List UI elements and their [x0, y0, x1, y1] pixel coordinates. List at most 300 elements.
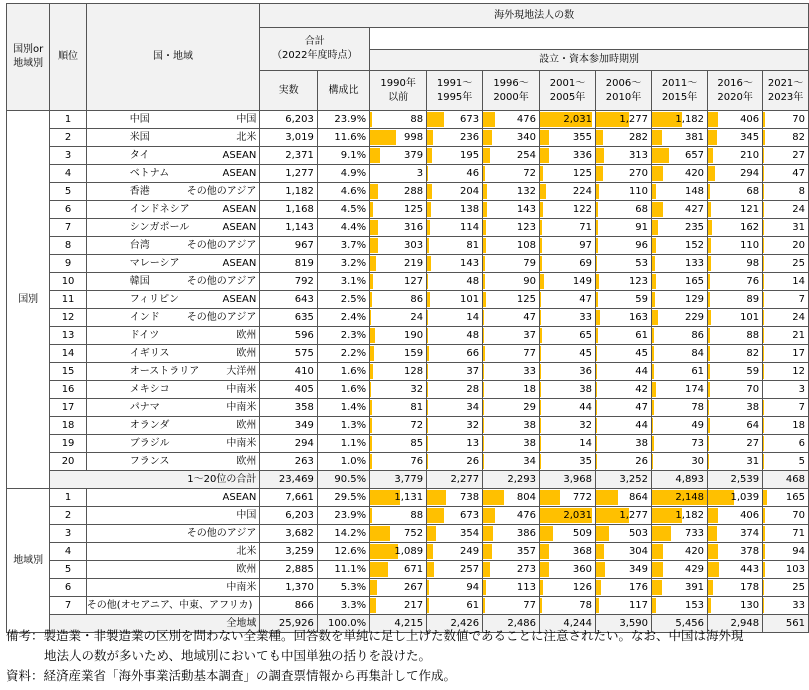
ratio: 4.9%: [317, 165, 369, 183]
period-value: [763, 255, 809, 273]
count: 6,203: [260, 111, 317, 129]
period-value-text: 2,426: [450, 618, 480, 629]
data-bar: [427, 544, 433, 559]
period-value: [763, 399, 809, 417]
table-row: [7, 273, 809, 291]
data-bar: [427, 238, 429, 253]
ratio: 14.2%: [317, 525, 369, 543]
data-bar: [596, 418, 597, 433]
data-bar: [483, 256, 485, 271]
data-bar: [483, 220, 486, 235]
period-value-text: 59: [635, 294, 649, 305]
period-value-text: 86: [691, 330, 705, 341]
ratio: 2.3%: [317, 327, 369, 345]
count: 643: [260, 291, 317, 309]
period-value: [596, 363, 652, 381]
period-value: [483, 543, 540, 561]
data-bar: [540, 238, 542, 253]
country-name: タイ: [129, 150, 150, 161]
country-name: 韓国: [129, 276, 150, 287]
period-value-text: 316: [403, 222, 424, 233]
data-bar: [370, 364, 373, 379]
period-value: [596, 165, 652, 183]
period-value-text: 294: [740, 168, 760, 179]
period-value-text: 69: [579, 258, 593, 269]
data-bar: [708, 364, 709, 379]
data-bar: [540, 364, 541, 379]
country-name: 台湾: [129, 240, 150, 251]
data-bar: [483, 148, 490, 163]
data-bar: [427, 580, 429, 595]
period-value: [708, 345, 763, 363]
period-value: [483, 291, 540, 309]
period-value-text: 7: [798, 402, 805, 413]
period-value: [652, 291, 708, 309]
period-value-text: 3,779: [394, 474, 424, 485]
data-bar: [708, 526, 717, 541]
period-value: [427, 525, 483, 543]
table-row: [7, 597, 809, 615]
period-value: [370, 363, 427, 381]
period-value: [652, 561, 708, 579]
period-value-text: 26: [466, 456, 480, 467]
period-value-text: 357: [516, 546, 536, 557]
period-value: [540, 561, 596, 579]
period-value: [596, 561, 652, 579]
period-value-text: 101: [740, 312, 760, 323]
period-value: [427, 129, 483, 147]
data-bar: [708, 256, 710, 271]
country-cell: [86, 363, 260, 381]
period-value: [708, 363, 763, 381]
data-bar: [763, 256, 764, 271]
period-value: [708, 255, 763, 273]
period-value: [708, 489, 763, 507]
period-value: [370, 273, 427, 291]
ratio: 2.5%: [317, 291, 369, 309]
data-bar: [427, 274, 428, 289]
period-value: [483, 579, 540, 597]
period-value-text: 138: [459, 204, 480, 215]
country-name: ドイツ: [129, 330, 160, 341]
data-bar: [652, 274, 656, 289]
ratio: 29.5%: [317, 489, 369, 507]
data-bar: [652, 148, 669, 163]
period-value: [596, 381, 652, 399]
period-value: [652, 363, 708, 381]
period-value: [370, 129, 427, 147]
period-value-text: 24: [792, 312, 805, 323]
country-cell: [86, 147, 260, 165]
period-header-6: 2011～ 2015年: [652, 71, 708, 111]
rank: 18: [50, 417, 86, 435]
period-value-text: 998: [403, 132, 424, 143]
period-value: [596, 147, 652, 165]
period-value-text: 25: [792, 258, 805, 269]
period-value-text: 44: [579, 402, 593, 413]
period-value: [708, 129, 763, 147]
note-line-3: 資料：経済産業省「海外事業活動基本調査」の調査票情報から再集計して作成。: [6, 668, 457, 683]
count: 1,182: [260, 183, 317, 201]
data-bar: [540, 202, 543, 217]
data-bar: [483, 238, 486, 253]
data-bar: [596, 130, 603, 145]
period-value-text: 3: [798, 384, 805, 395]
period-value: [708, 435, 763, 453]
period-value: [540, 471, 596, 489]
group-header: 国別or地域別: [7, 4, 50, 111]
period-value: [596, 201, 652, 219]
data-bar: [652, 184, 656, 199]
ratio: 1.6%: [317, 381, 369, 399]
period-value-text: 1,277: [619, 510, 649, 521]
period-value-text: 81: [410, 402, 424, 413]
table-row: [7, 147, 809, 165]
period-value-text: 125: [516, 294, 536, 305]
period-value: [596, 399, 652, 417]
data-bar: [708, 454, 709, 469]
period-value-text: 81: [466, 240, 480, 251]
period-value-text: 673: [459, 114, 480, 125]
table-row: [7, 219, 809, 237]
period-value-text: 1,277: [619, 114, 649, 125]
period-value: [763, 453, 809, 471]
period-value: [763, 435, 809, 453]
period-value: [540, 201, 596, 219]
count: 1,277: [260, 165, 317, 183]
data-bar: [370, 202, 373, 217]
period-value: [763, 615, 809, 633]
note-line-2: 地法人の数が多いため、地域別においても中国単独の括りを設けた。: [44, 648, 432, 663]
period-value-text: 420: [684, 546, 705, 557]
rank-header: 順位: [50, 4, 86, 111]
country-name: パナマ: [129, 402, 160, 413]
period-value-text: 17: [792, 348, 805, 359]
period-value: [483, 273, 540, 291]
period-value: [596, 327, 652, 345]
count: 596: [260, 327, 317, 345]
data-bar: [596, 256, 597, 271]
period-value: [427, 417, 483, 435]
country-cell: [86, 435, 260, 453]
data-bar: [370, 184, 377, 199]
country-cell: [86, 345, 260, 363]
data-bar: [370, 148, 380, 163]
data-bar: [427, 382, 428, 397]
period-value: [483, 183, 540, 201]
data-bar: [708, 202, 711, 217]
period-value-text: 210: [740, 150, 760, 161]
rank: 16: [50, 381, 86, 399]
country-name: 米国: [129, 132, 150, 143]
period-value: [708, 471, 763, 489]
country-total-row: [7, 471, 809, 489]
period-value-text: 2,031: [563, 510, 593, 521]
count: 358: [260, 399, 317, 417]
period-value: [708, 561, 763, 579]
data-bar: [708, 418, 710, 433]
rank: 1: [50, 489, 86, 507]
period-value: [540, 417, 596, 435]
period-value: [540, 399, 596, 417]
country-name: イギリス: [129, 348, 170, 359]
period-header-8: 2021～ 2023年: [763, 71, 809, 111]
period-value: [540, 525, 596, 543]
period-value-text: 561: [785, 618, 805, 629]
ratio: 9.1%: [317, 147, 369, 165]
period-value-text: 110: [628, 186, 649, 197]
count: 25,926: [260, 615, 317, 633]
period-value-text: 113: [516, 582, 536, 593]
period-value-text: 46: [466, 168, 480, 179]
period-value: [540, 183, 596, 201]
count: 819: [260, 255, 317, 273]
period-value-text: 8: [798, 186, 805, 197]
period-value: [763, 273, 809, 291]
period-value-text: 61: [466, 600, 480, 611]
ratio: 1.0%: [317, 453, 369, 471]
period-value: [483, 507, 540, 525]
data-bar: [708, 580, 712, 595]
data-bar: [763, 544, 765, 559]
period-value-text: 162: [740, 222, 760, 233]
rank: 20: [50, 453, 86, 471]
data-bar: [483, 454, 484, 469]
data-bar: [540, 346, 541, 361]
data-bar: [708, 220, 712, 235]
data-bar: [540, 580, 543, 595]
count: 410: [260, 363, 317, 381]
period-value-text: 174: [684, 384, 705, 395]
rank: 10: [50, 273, 86, 291]
table-row: [7, 561, 809, 579]
data-bar: [652, 562, 663, 577]
period-value: [652, 219, 708, 237]
period-value-text: 3,252: [619, 474, 649, 485]
period-value-text: 66: [466, 348, 480, 359]
data-bar: [763, 148, 764, 163]
period-value-text: 4,215: [394, 618, 424, 629]
ratio: 11.6%: [317, 129, 369, 147]
country-name: オーストラリア: [129, 366, 200, 377]
period-value-text: 476: [516, 114, 536, 125]
country-region: 北米: [236, 132, 257, 143]
data-bar: [708, 508, 718, 523]
region-name: 欧州: [86, 561, 260, 579]
period-value: [596, 219, 652, 237]
period-value-text: 1,131: [394, 492, 424, 503]
data-bar: [427, 364, 428, 379]
period-value-text: 85: [410, 438, 424, 449]
region-group-label: 地域別: [7, 489, 50, 633]
period-value-text: 126: [572, 582, 593, 593]
period-value: [763, 381, 809, 399]
country-region: ASEAN: [222, 150, 257, 161]
period-value-text: 130: [740, 600, 760, 611]
period-value: [763, 309, 809, 327]
period-value-text: 82: [746, 348, 760, 359]
data-bar: [540, 400, 541, 415]
period-value: [370, 183, 427, 201]
period-value: [370, 381, 427, 399]
data-bar: [540, 526, 553, 541]
period-value: [540, 327, 596, 345]
period-value: [427, 327, 483, 345]
data-bar: [652, 382, 656, 397]
data-bar: [596, 184, 599, 199]
ratio: 1.4%: [317, 399, 369, 417]
rank: 6: [50, 579, 86, 597]
period-value: [652, 111, 708, 129]
data-bar: [708, 382, 710, 397]
period-value-text: 378: [740, 546, 760, 557]
period-value-text: 18: [792, 420, 805, 431]
data-bar: [370, 454, 372, 469]
period-value-text: 360: [572, 564, 593, 575]
period-value: [427, 579, 483, 597]
data-bar: [652, 418, 653, 433]
data-bar: [708, 562, 719, 577]
period-value: [763, 489, 809, 507]
period-value: [652, 399, 708, 417]
data-bar: [427, 292, 430, 307]
data-bar: [427, 328, 428, 343]
period-value: [652, 273, 708, 291]
region-name: その他のアジア: [86, 525, 260, 543]
data-bar: [427, 202, 431, 217]
data-bar: [370, 274, 373, 289]
region-total-label: 全地域: [50, 615, 260, 633]
country-region: 欧州: [236, 348, 257, 359]
period-value-text: 159: [403, 348, 424, 359]
period-value: [427, 453, 483, 471]
period-value-text: 89: [746, 294, 760, 305]
period-value-text: 133: [684, 258, 705, 269]
period-value-text: 91: [635, 222, 649, 233]
period-value: [596, 417, 652, 435]
data-bar: [370, 130, 396, 145]
data-bar: [483, 310, 484, 325]
period-value-text: 165: [684, 276, 705, 287]
data-bar: [483, 400, 484, 415]
data-bar: [370, 418, 372, 433]
period-value-text: 77: [523, 348, 536, 359]
period-value: [540, 363, 596, 381]
period-value-text: 149: [572, 276, 593, 287]
ratio: 100.0%: [317, 615, 369, 633]
count: 349: [260, 417, 317, 435]
data-bar: [540, 166, 543, 181]
data-bar: [652, 544, 663, 559]
period-value-text: 97: [579, 240, 593, 251]
period-value: [652, 435, 708, 453]
period-value: [763, 345, 809, 363]
period-value-text: 7: [798, 294, 805, 305]
count: 575: [260, 345, 317, 363]
period-value-text: 2,277: [450, 474, 480, 485]
period-value: [540, 237, 596, 255]
table-row: [7, 345, 809, 363]
ratio: 3.7%: [317, 237, 369, 255]
ratio: 90.5%: [317, 471, 369, 489]
count: 1,168: [260, 201, 317, 219]
period-value: [427, 165, 483, 183]
period-value: [370, 597, 427, 615]
data-bar: [427, 220, 430, 235]
period-value: [370, 327, 427, 345]
period-value-text: 101: [459, 294, 480, 305]
period-value-text: 77: [523, 600, 536, 611]
rank: 6: [50, 201, 86, 219]
period-value: [483, 435, 540, 453]
period-value: [708, 507, 763, 525]
table-row: [7, 435, 809, 453]
period-value: [652, 543, 708, 561]
data-bar: [652, 166, 663, 181]
data-bar: [483, 562, 490, 577]
ratio: 4.4%: [317, 219, 369, 237]
period-value: [596, 237, 652, 255]
period-value-text: 804: [516, 492, 536, 503]
period-value-text: 114: [459, 222, 480, 233]
data-bar: [652, 598, 656, 613]
data-bar: [540, 490, 560, 505]
period-value-text: 24: [792, 204, 805, 215]
period-value: [427, 543, 483, 561]
data-bar: [483, 292, 486, 307]
period-value: [596, 471, 652, 489]
period-value-text: 61: [691, 366, 705, 377]
period-value: [483, 111, 540, 129]
period-value-text: 45: [579, 348, 593, 359]
period-value: [540, 453, 596, 471]
period-value-text: 5: [798, 456, 805, 467]
notes: [6, 626, 744, 686]
country-region: 中南米: [226, 402, 257, 413]
country-name: オランダ: [129, 420, 170, 431]
period-value-text: 1,039: [730, 492, 760, 503]
period-value: [540, 129, 596, 147]
period-value: [596, 111, 652, 129]
period-value: [427, 363, 483, 381]
country-cell: [86, 399, 260, 417]
country-cell: [86, 381, 260, 399]
country-cell: [86, 453, 260, 471]
data-bar: [596, 292, 598, 307]
period-value-text: 47: [635, 402, 649, 413]
period-value-text: 14: [579, 438, 593, 449]
period-value-text: 125: [403, 204, 424, 215]
period-value-text: 738: [459, 492, 480, 503]
rank: 7: [50, 597, 86, 615]
period-value: [763, 291, 809, 309]
data-bar: [540, 328, 542, 343]
period-value: [540, 111, 596, 129]
period-value: [763, 237, 809, 255]
data-bar: [427, 418, 428, 433]
period-value-text: 354: [459, 528, 480, 539]
country-cell: [86, 255, 260, 273]
data-bar: [596, 544, 604, 559]
period-value: [708, 111, 763, 129]
period-value-text: 44: [635, 366, 649, 377]
data-bar: [483, 274, 485, 289]
period-value: [763, 507, 809, 525]
period-value: [652, 453, 708, 471]
rank: 9: [50, 255, 86, 273]
period-value: [370, 471, 427, 489]
data-bar: [763, 562, 765, 577]
